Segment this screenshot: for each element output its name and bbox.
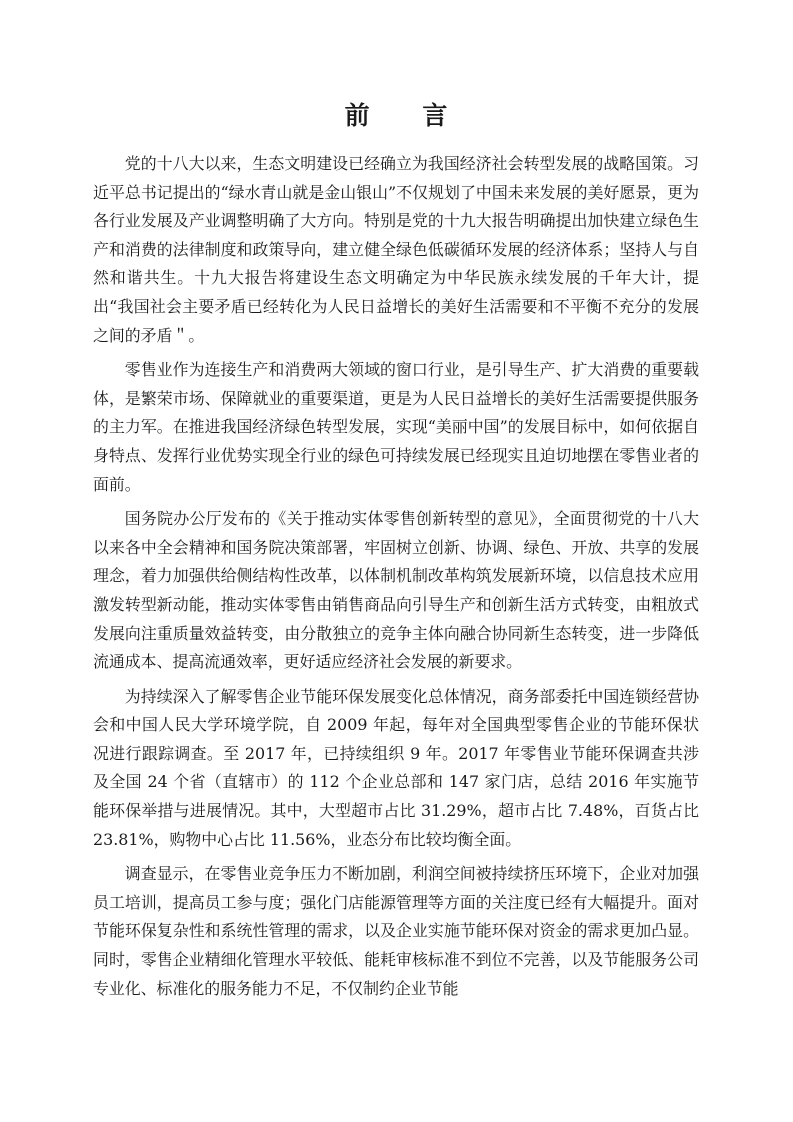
paragraph-4: 为持续深入了解零售企业节能环保发展变化总体情况，商务部委托中国连锁经营协会和中国人民大学环境学院，自 2009 年起，每年对全国典型零售企业的节能环保状况进行跟踪调查。至 2017 年，已持续组织 9 年。2017 年零售业节能环保调查共涉及全国 24 个省（直辖市）的 112 个企业总部和 147 家门店，总结 2016 年实施节能环保举措与进展情况。其中，大型超市占比 31.29%，超市占比 7.48%，百货占比 23.81%，购物中心占比 11.56%，业态分布比较均衡全面。 xyxy=(93,686,699,849)
paragraph-3: 国务院办公厅发布的《关于推动实体零售创新转型的意见》，全面贯彻党的十八大以来各中全会精神和国务院决策部署，牢固树立创新、协调、绿色、开放、共享的发展理念，着力加强供给侧结构性改革，以体制机制改革构筑发展新环境，以信息技术应用激发转型新动能，推动实体零售由销售商品向引导生产和创新生活方式转变，由粗放式发展向注重质量效益转变，由分散独立的竞争主体向融合协同新生态转变，进一步降低流通成本、提高流通效率，更好适应经济社会发展的新要求。 xyxy=(93,509,699,672)
page-title: 前 言 xyxy=(344,101,470,130)
paragraph-1: 党的十八大以来，生态文明建设已经确立为我国经济社会转型发展的战略国策。习近平总书记提出的“绿水青山就是金山银山”不仅规划了中国未来发展的美好愿景，更为各行业发展及产业调整明确了大方向。特别是党的十九大报告明确提出加快建立绿色生产和消费的法律制度和政策导向，建立健全绿色低碳循环发展的经济体系；坚持人与自然和谐共生。十九大报告将建设生态文明确定为中华民族永续发展的千年大计，提出“我国社会主要矛盾已经转化为人民日益增长的美好生活需要和不平衡不充分的发展之间的矛盾＂。 xyxy=(93,154,699,345)
paragraph-5: 调查显示，在零售业竞争压力不断加剧，利润空间被持续挤压环境下，企业对加强员工培训，提高员工参与度；强化门店能源管理等方面的关注度已经有大幅提升。面对节能环保复杂性和系统性管理的需求，以及企业实施节能环保对资金的需求更加凸显。同时，零售企业精细化管理水平较低、能耗审核标准不到位不完善，以及节能服务公司专业化、标准化的服务能力不足，不仅制约企业节能 xyxy=(93,864,699,998)
document-page xyxy=(93,96,699,1009)
paragraph-2: 零售业作为连接生产和消费两大领域的窗口行业，是引导生产、扩大消费的重要载体，是繁荣市场、保障就业的重要渠道，更是为人民日益增长的美好生活需要提供服务的主力军。在推进我国经济绿色转型发展，实现“美丽中国”的发展目标中，如何依据自身特点、发挥行业优势实现全行业的绿色可持续发展已经现实且迫切地摆在零售业者的面前。 xyxy=(93,360,699,494)
